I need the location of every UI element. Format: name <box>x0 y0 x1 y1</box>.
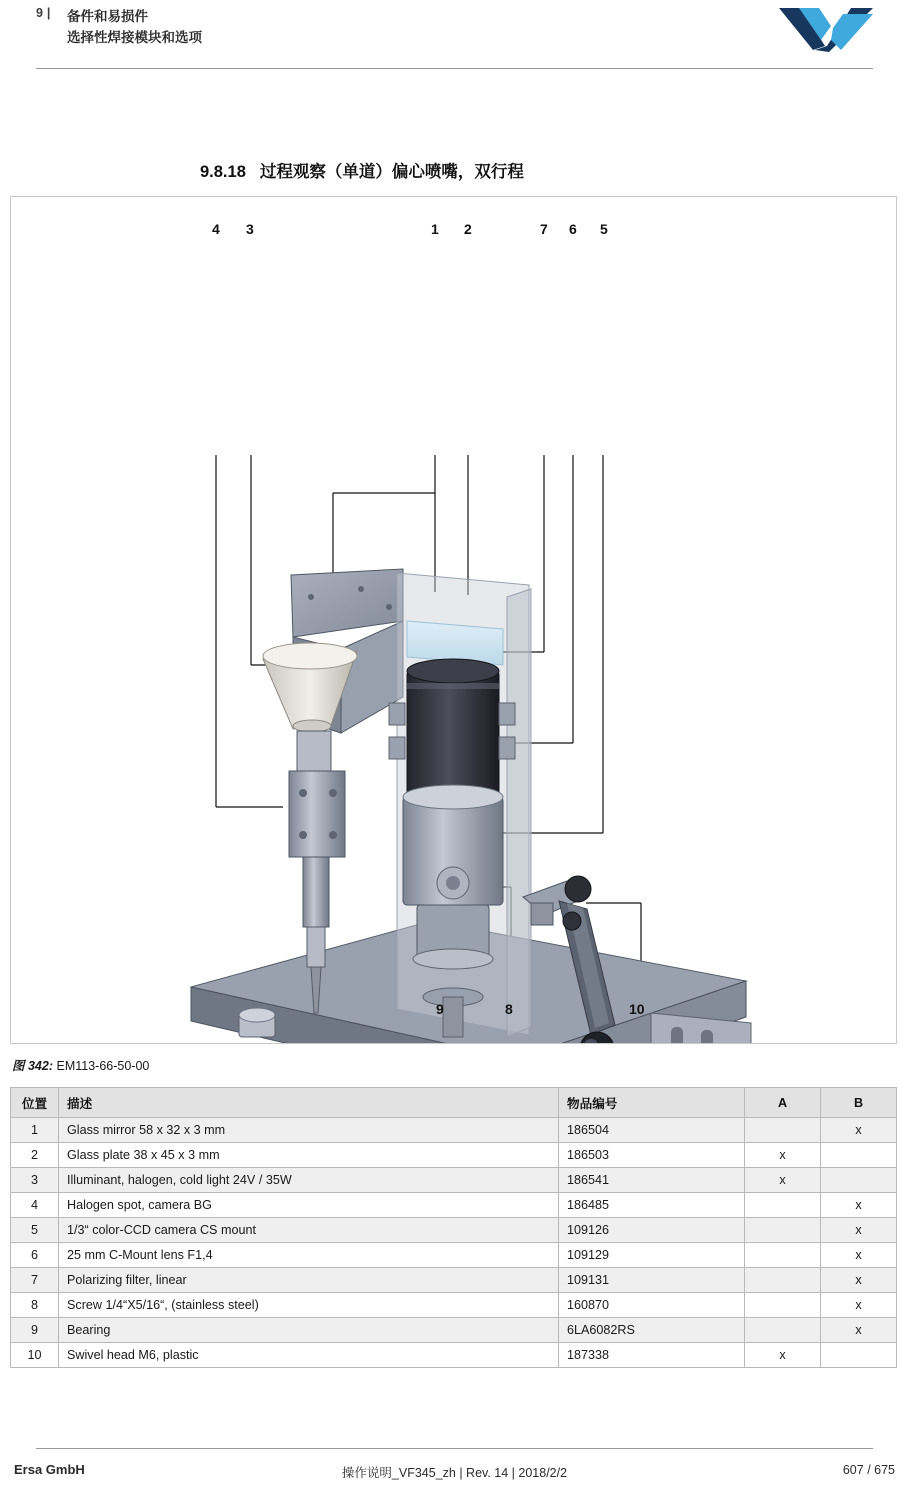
figure-callout-4: 4 <box>212 221 220 237</box>
cell-a: x <box>745 1343 821 1368</box>
cell-description: Screw 1/4“X5/16“, (stainless steel) <box>59 1293 559 1318</box>
cell-description: Glass mirror 58 x 32 x 3 mm <box>59 1118 559 1143</box>
cell-item-number: 109129 <box>559 1243 745 1268</box>
cell-item-number: 186504 <box>559 1118 745 1143</box>
figure-callout-9: 9 <box>436 1001 444 1017</box>
cell-a <box>745 1243 821 1268</box>
column-header-item-number: 物品编号 <box>559 1088 745 1118</box>
cell-description: Polarizing filter, linear <box>59 1268 559 1293</box>
cell-b: x <box>821 1268 897 1293</box>
figure-callout-2: 2 <box>464 221 472 237</box>
cell-item-number: 109126 <box>559 1218 745 1243</box>
cell-b: x <box>821 1318 897 1343</box>
figure-callout-5: 5 <box>600 221 608 237</box>
cell-position: 6 <box>11 1243 59 1268</box>
column-header-a: A <box>745 1088 821 1118</box>
cell-a <box>745 1218 821 1243</box>
figure-callout-8: 8 <box>505 1001 513 1017</box>
cell-description: Bearing <box>59 1318 559 1343</box>
cell-position: 5 <box>11 1218 59 1243</box>
figure-callout-7: 7 <box>540 221 548 237</box>
cell-a <box>745 1268 821 1293</box>
figure-callout-6: 6 <box>569 221 577 237</box>
section-number: 9.8.18 <box>200 163 246 181</box>
cell-item-number: 160870 <box>559 1293 745 1318</box>
cell-item-number: 186503 <box>559 1143 745 1168</box>
cell-a: x <box>745 1143 821 1168</box>
table-row <box>11 1143 897 1168</box>
header-title-line-2: 选择性焊接模块和选项 <box>67 30 202 45</box>
footer-company: Ersa GmbH <box>14 1462 85 1477</box>
figure-callout-1: 1 <box>431 221 439 237</box>
figure-callout-10: 10 <box>629 1001 645 1017</box>
cell-a <box>745 1318 821 1343</box>
exploded-assembly-drawing <box>11 197 896 1043</box>
cell-a <box>745 1293 821 1318</box>
cell-item-number: 186485 <box>559 1193 745 1218</box>
cell-item-number: 6LA6082RS <box>559 1318 745 1343</box>
cell-b: x <box>821 1118 897 1143</box>
table-row <box>11 1168 897 1193</box>
cell-item-number: 187338 <box>559 1343 745 1368</box>
footer-document: 操作说明_VF345_zh | Rev. 14 | 2018/2/2 <box>341 1466 568 1480</box>
page-header <box>0 0 909 72</box>
header-divider <box>36 68 873 69</box>
table-row <box>11 1243 897 1268</box>
table-row <box>11 1293 897 1318</box>
header-title-line-1: 备件和易损件 <box>67 9 148 24</box>
cell-b: x <box>821 1293 897 1318</box>
figure-callout-3: 3 <box>246 221 254 237</box>
cell-position: 3 <box>11 1168 59 1193</box>
cell-b <box>821 1143 897 1168</box>
cell-b <box>821 1168 897 1193</box>
header-chapter-number: 9 | <box>36 6 51 20</box>
column-header-description: 描述 <box>59 1088 559 1118</box>
parts-table <box>10 1087 897 1368</box>
section-heading-text: 过程观察（单道）偏心喷嘴，双行程 <box>259 163 524 181</box>
cell-a <box>745 1193 821 1218</box>
cell-a: x <box>745 1168 821 1193</box>
cell-b: x <box>821 1193 897 1218</box>
column-header-position: 位置 <box>11 1088 59 1118</box>
cell-b: x <box>821 1218 897 1243</box>
table-header-row <box>11 1088 897 1118</box>
cell-position: 4 <box>11 1193 59 1218</box>
cell-position: 8 <box>11 1293 59 1318</box>
cell-position: 2 <box>11 1143 59 1168</box>
footer-divider <box>36 1448 873 1449</box>
figure-container <box>10 196 897 1044</box>
cell-a <box>745 1118 821 1143</box>
cell-item-number: 109131 <box>559 1268 745 1293</box>
section-title <box>200 158 524 182</box>
cell-description: Illuminant, halogen, cold light 24V / 35W <box>59 1168 559 1193</box>
column-header-b: B <box>821 1088 897 1118</box>
cell-description: 25 mm C-Mount lens F1,4 <box>59 1243 559 1268</box>
cell-description: Glass plate 38 x 45 x 3 mm <box>59 1143 559 1168</box>
footer-page-number: 607 / 675 <box>842 1463 895 1477</box>
cell-position: 1 <box>11 1118 59 1143</box>
table-row <box>11 1318 897 1343</box>
table-row <box>11 1218 897 1243</box>
cell-b <box>821 1343 897 1368</box>
cell-description: Halogen spot, camera BG <box>59 1193 559 1218</box>
cell-description: Swivel head M6, plastic <box>59 1343 559 1368</box>
cell-position: 7 <box>11 1268 59 1293</box>
ersa-logo-icon <box>779 6 875 52</box>
cell-item-number: 186541 <box>559 1168 745 1193</box>
cell-b: x <box>821 1243 897 1268</box>
cell-description: 1/3“ color-CCD camera CS mount <box>59 1218 559 1243</box>
cell-position: 9 <box>11 1318 59 1343</box>
table-row <box>11 1268 897 1293</box>
table-row <box>11 1118 897 1143</box>
table-row <box>11 1193 897 1218</box>
figure-caption-label: 图 342: <box>12 1059 53 1073</box>
figure-caption <box>12 1056 149 1074</box>
cell-position: 10 <box>11 1343 59 1368</box>
table-row <box>11 1343 897 1368</box>
figure-caption-text: EM113-66-50-00 <box>56 1059 150 1073</box>
